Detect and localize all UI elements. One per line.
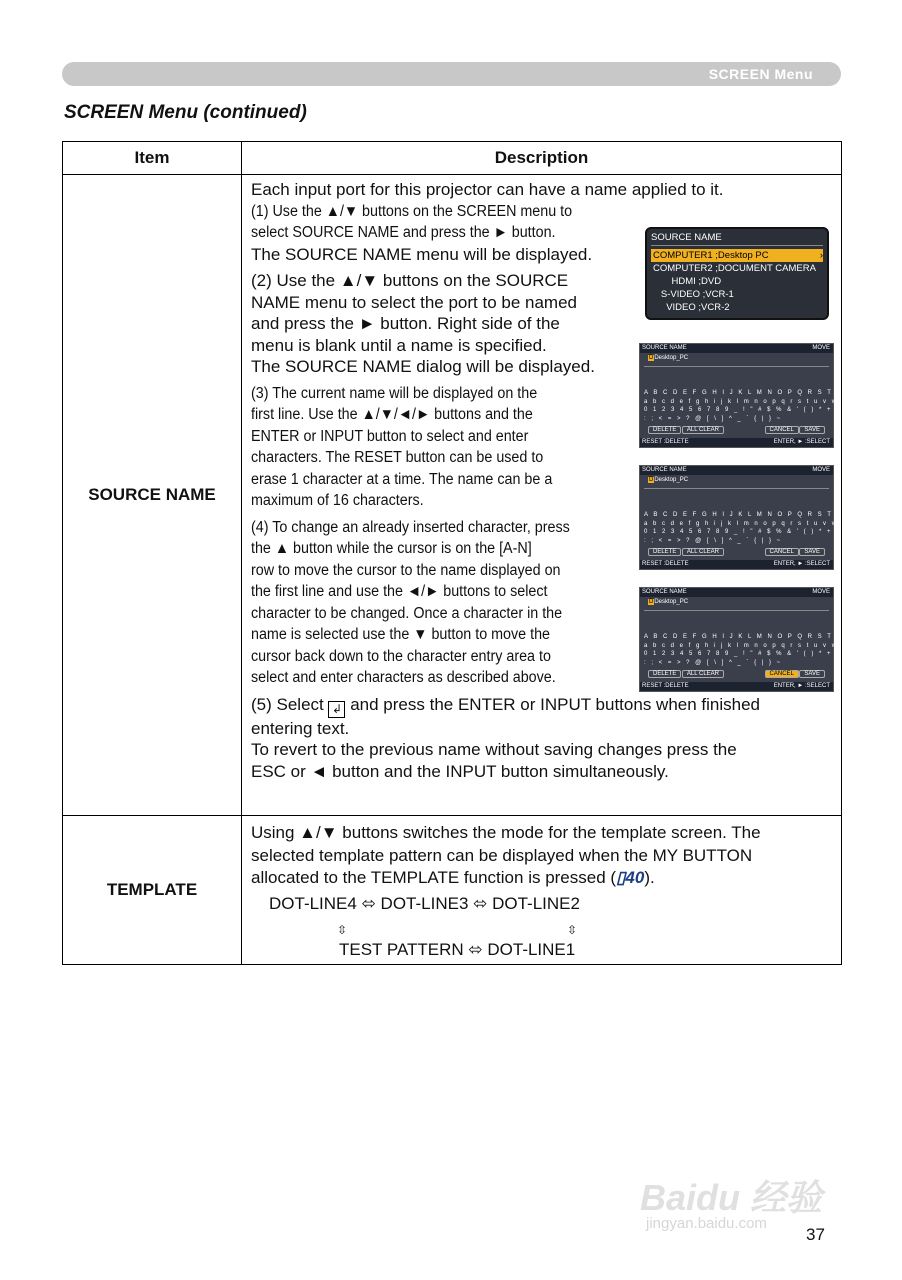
description-template: [242, 816, 842, 965]
watermark-url: jingyan.baidu.com: [646, 1215, 767, 1232]
step4-line: row to move the cursor to the name displayed on: [251, 561, 561, 579]
item-source-name: SOURCE NAME: [63, 175, 242, 816]
step4-line: name is selected use the ▼ button to move the: [251, 626, 551, 643]
menu-row: S-VIDEO ;VCR-1: [653, 289, 734, 300]
step3-line: erase 1 character at a time. The name can be a: [251, 470, 553, 488]
step5-pre: (5) Select: [251, 694, 324, 714]
all-clear-button: ALL CLEAR: [682, 670, 724, 678]
char-row: A B C D E F G H I J K L M N O P Q R S T U V W X Y Z: [644, 634, 893, 640]
step4-line: (4) To change an already inserted character, press: [251, 518, 570, 536]
step4-line: character to be changed. Once a character in the: [251, 604, 563, 622]
arrow-right-icon: ›: [819, 250, 823, 261]
step2-line: and press the ► button. Right side of the: [251, 314, 560, 333]
step4-line: the first line and use the ◄/► buttons to select: [251, 583, 548, 600]
header-description: Description: [242, 142, 842, 175]
name-cursor: D: [649, 599, 654, 605]
dialog-title: SOURCE NAME: [642, 589, 687, 595]
name-cursor: D: [649, 355, 654, 361]
dialog-name-field: [644, 475, 829, 489]
char-row: A B C D E F G H I J K L M N O P Q R S T U V W X Y Z: [644, 390, 893, 396]
name-cursor: D: [649, 477, 654, 483]
step3-line: first line. Use the ▲/▼/◄/► buttons and the: [251, 406, 533, 423]
template-cycle-row2: TEST PATTERN ⬄ DOT-LINE1: [339, 939, 576, 959]
delete-button: DELETE: [648, 670, 681, 678]
template-cycle-row1: DOT-LINE4 ⬄ DOT-LINE3 ⬄ DOT-LINE2: [269, 893, 580, 913]
char-row: a b c d e f g h i j k l m n o p q r s t u v w x y z: [644, 398, 865, 405]
dialog-name: Desktop_PC: [654, 355, 689, 361]
step3-line: (3) The current name will be displayed on the: [251, 384, 538, 402]
menu-row: VIDEO ;VCR-2: [653, 302, 730, 313]
step3-line: maximum of 16 characters.: [251, 492, 424, 509]
step5-line4: ESC or ◄ button and the INPUT button simultaneously.: [251, 761, 669, 781]
source-name-menu-screenshot: [645, 227, 829, 320]
return-key-icon: ↲: [328, 701, 345, 718]
step1-line2: select SOURCE NAME and press the ► button.: [251, 224, 556, 241]
table-row-template: [63, 816, 842, 965]
header-item: Item: [63, 142, 242, 175]
watermark-logo: Baidu 经验: [640, 1177, 823, 1218]
table-header-row: [63, 142, 842, 175]
source-name-dialog-screenshot: [639, 465, 893, 570]
save-button: SAVE: [799, 670, 825, 678]
dialog-footer-left: RESET :DELETE: [642, 439, 689, 445]
cancel-button: CANCEL: [765, 426, 799, 434]
char-row: 0 1 2 3 4 5 6 7 8 9 _ ! " # $ % & ' ( ) * + , - . /: [644, 407, 863, 413]
dialog-name-field: [644, 353, 829, 367]
step2-line: NAME menu to select the port to be named: [251, 292, 578, 312]
menu-table: [62, 141, 893, 965]
step5-line3: To revert to the previous name without saving changes press the: [251, 740, 737, 759]
step4-line: cursor back down to the character entry area to: [251, 647, 551, 665]
book-icon: ▯: [616, 868, 626, 887]
dialog-footer-right: ENTER, ► :SELECT: [773, 683, 830, 689]
description-source-name: [242, 175, 893, 816]
dialog-move: MOVE: [812, 589, 830, 595]
dialog-move: MOVE: [812, 467, 830, 473]
step2-line: menu is blank until a name is specified.: [251, 335, 547, 355]
all-clear-button: ALL CLEAR: [682, 426, 724, 434]
source-name-dialog-screenshot: [639, 587, 893, 692]
template-line3: [251, 867, 831, 889]
template-line2: selected template pattern can be displayed when the MY BUTTON: [251, 845, 753, 865]
section-header-bar: [62, 62, 841, 86]
dialog-move: MOVE: [812, 345, 830, 351]
dialog-footer-left: RESET :DELETE: [642, 561, 689, 567]
step4-line: select and enter characters as described above.: [251, 669, 556, 686]
template-line1: Using ▲/▼ buttons switches the mode for the template screen. The: [251, 823, 761, 842]
page-reference: 40: [625, 868, 645, 887]
all-clear-button: ALL CLEAR: [682, 548, 724, 556]
char-row: 0 1 2 3 4 5 6 7 8 9 _ ! " # $ % & ' ( ) * + , - . /: [644, 651, 863, 657]
menu-row-text: COMPUTER1 ;Desktop PC: [653, 250, 769, 261]
dialog-footer-left: RESET :DELETE: [642, 683, 689, 689]
cancel-button: CANCEL: [765, 548, 799, 556]
char-row: a b c d e f g h i j k l m n o p q r s t u v w x y z: [644, 520, 865, 527]
step5: [251, 694, 831, 718]
char-row: a b c d e f g h i j k l m n o p q r s t u v w x y z: [644, 642, 865, 649]
dialog-title: SOURCE NAME: [642, 345, 687, 351]
menu-row-selected: [651, 249, 823, 262]
intro-text: Each input port for this projector can have a name applied to it.: [251, 180, 724, 199]
delete-button: DELETE: [648, 548, 681, 556]
menu-row: COMPUTER2 ;DOCUMENT CAMERA: [653, 263, 816, 274]
save-button: SAVE: [799, 548, 825, 556]
step5-post: and press the ENTER or INPUT buttons when finished: [350, 694, 760, 714]
template-line3-pre: allocated to the TEMPLATE function is pressed (: [251, 868, 617, 887]
item-template: TEMPLATE: [63, 816, 242, 965]
dialog-name: Desktop_PC: [654, 599, 689, 605]
dialog-name: Desktop_PC: [654, 477, 689, 483]
template-line3-post: ).: [644, 868, 655, 887]
char-row: : ; < = > ? @ [ \ ] ^ _ ` { | } ~: [644, 537, 783, 544]
menu-row: HDMI ;DVD: [653, 276, 722, 287]
step1-result: The SOURCE NAME menu will be displayed.: [251, 244, 593, 264]
save-button: SAVE: [799, 426, 825, 434]
page-title: SCREEN Menu (continued): [64, 102, 307, 123]
dialog-footer-right: ENTER, ► :SELECT: [773, 561, 830, 567]
char-row: 0 1 2 3 4 5 6 7 8 9 _ ! " # $ % & ' ( ) * + , - . /: [644, 529, 863, 535]
dialog-name-field: [644, 597, 829, 611]
step2-line: (2) Use the ▲/▼ buttons on the SOURCE: [251, 271, 569, 290]
menu-title: SOURCE NAME: [651, 232, 823, 246]
char-row: : ; < = > ? @ [ \ ] ^ _ ` { | } ~: [644, 415, 783, 422]
char-row: A B C D E F G H I J K L M N O P Q R S T U V W X Y Z: [644, 512, 893, 518]
step5-line2: entering text.: [251, 718, 350, 738]
delete-button: DELETE: [648, 426, 681, 434]
section-label: SCREEN Menu: [708, 66, 813, 82]
updown-arrow-icon: ⇳: [337, 922, 348, 937]
updown-arrow-icon: ⇳: [567, 922, 578, 937]
dialog-footer-right: ENTER, ► :SELECT: [773, 439, 830, 445]
step3-line: characters. The RESET button can be used to: [251, 449, 544, 466]
source-name-dialog-screenshot: [639, 343, 893, 448]
cancel-button: CANCEL: [765, 670, 799, 678]
table-row-source-name: [63, 175, 842, 816]
step1-line1: (1) Use the ▲/▼ buttons on the SCREEN menu to: [251, 202, 573, 220]
char-row: : ; < = > ? @ [ \ ] ^ _ ` { | } ~: [644, 659, 783, 666]
step2-line: The SOURCE NAME dialog will be displayed.: [251, 357, 595, 376]
step3-line: ENTER or INPUT button to select and enter: [251, 427, 529, 445]
dialog-title: SOURCE NAME: [642, 467, 687, 473]
page-number: 37: [806, 1225, 825, 1244]
step4-line: the ▲ button while the cursor is on the [A-N]: [251, 540, 532, 557]
